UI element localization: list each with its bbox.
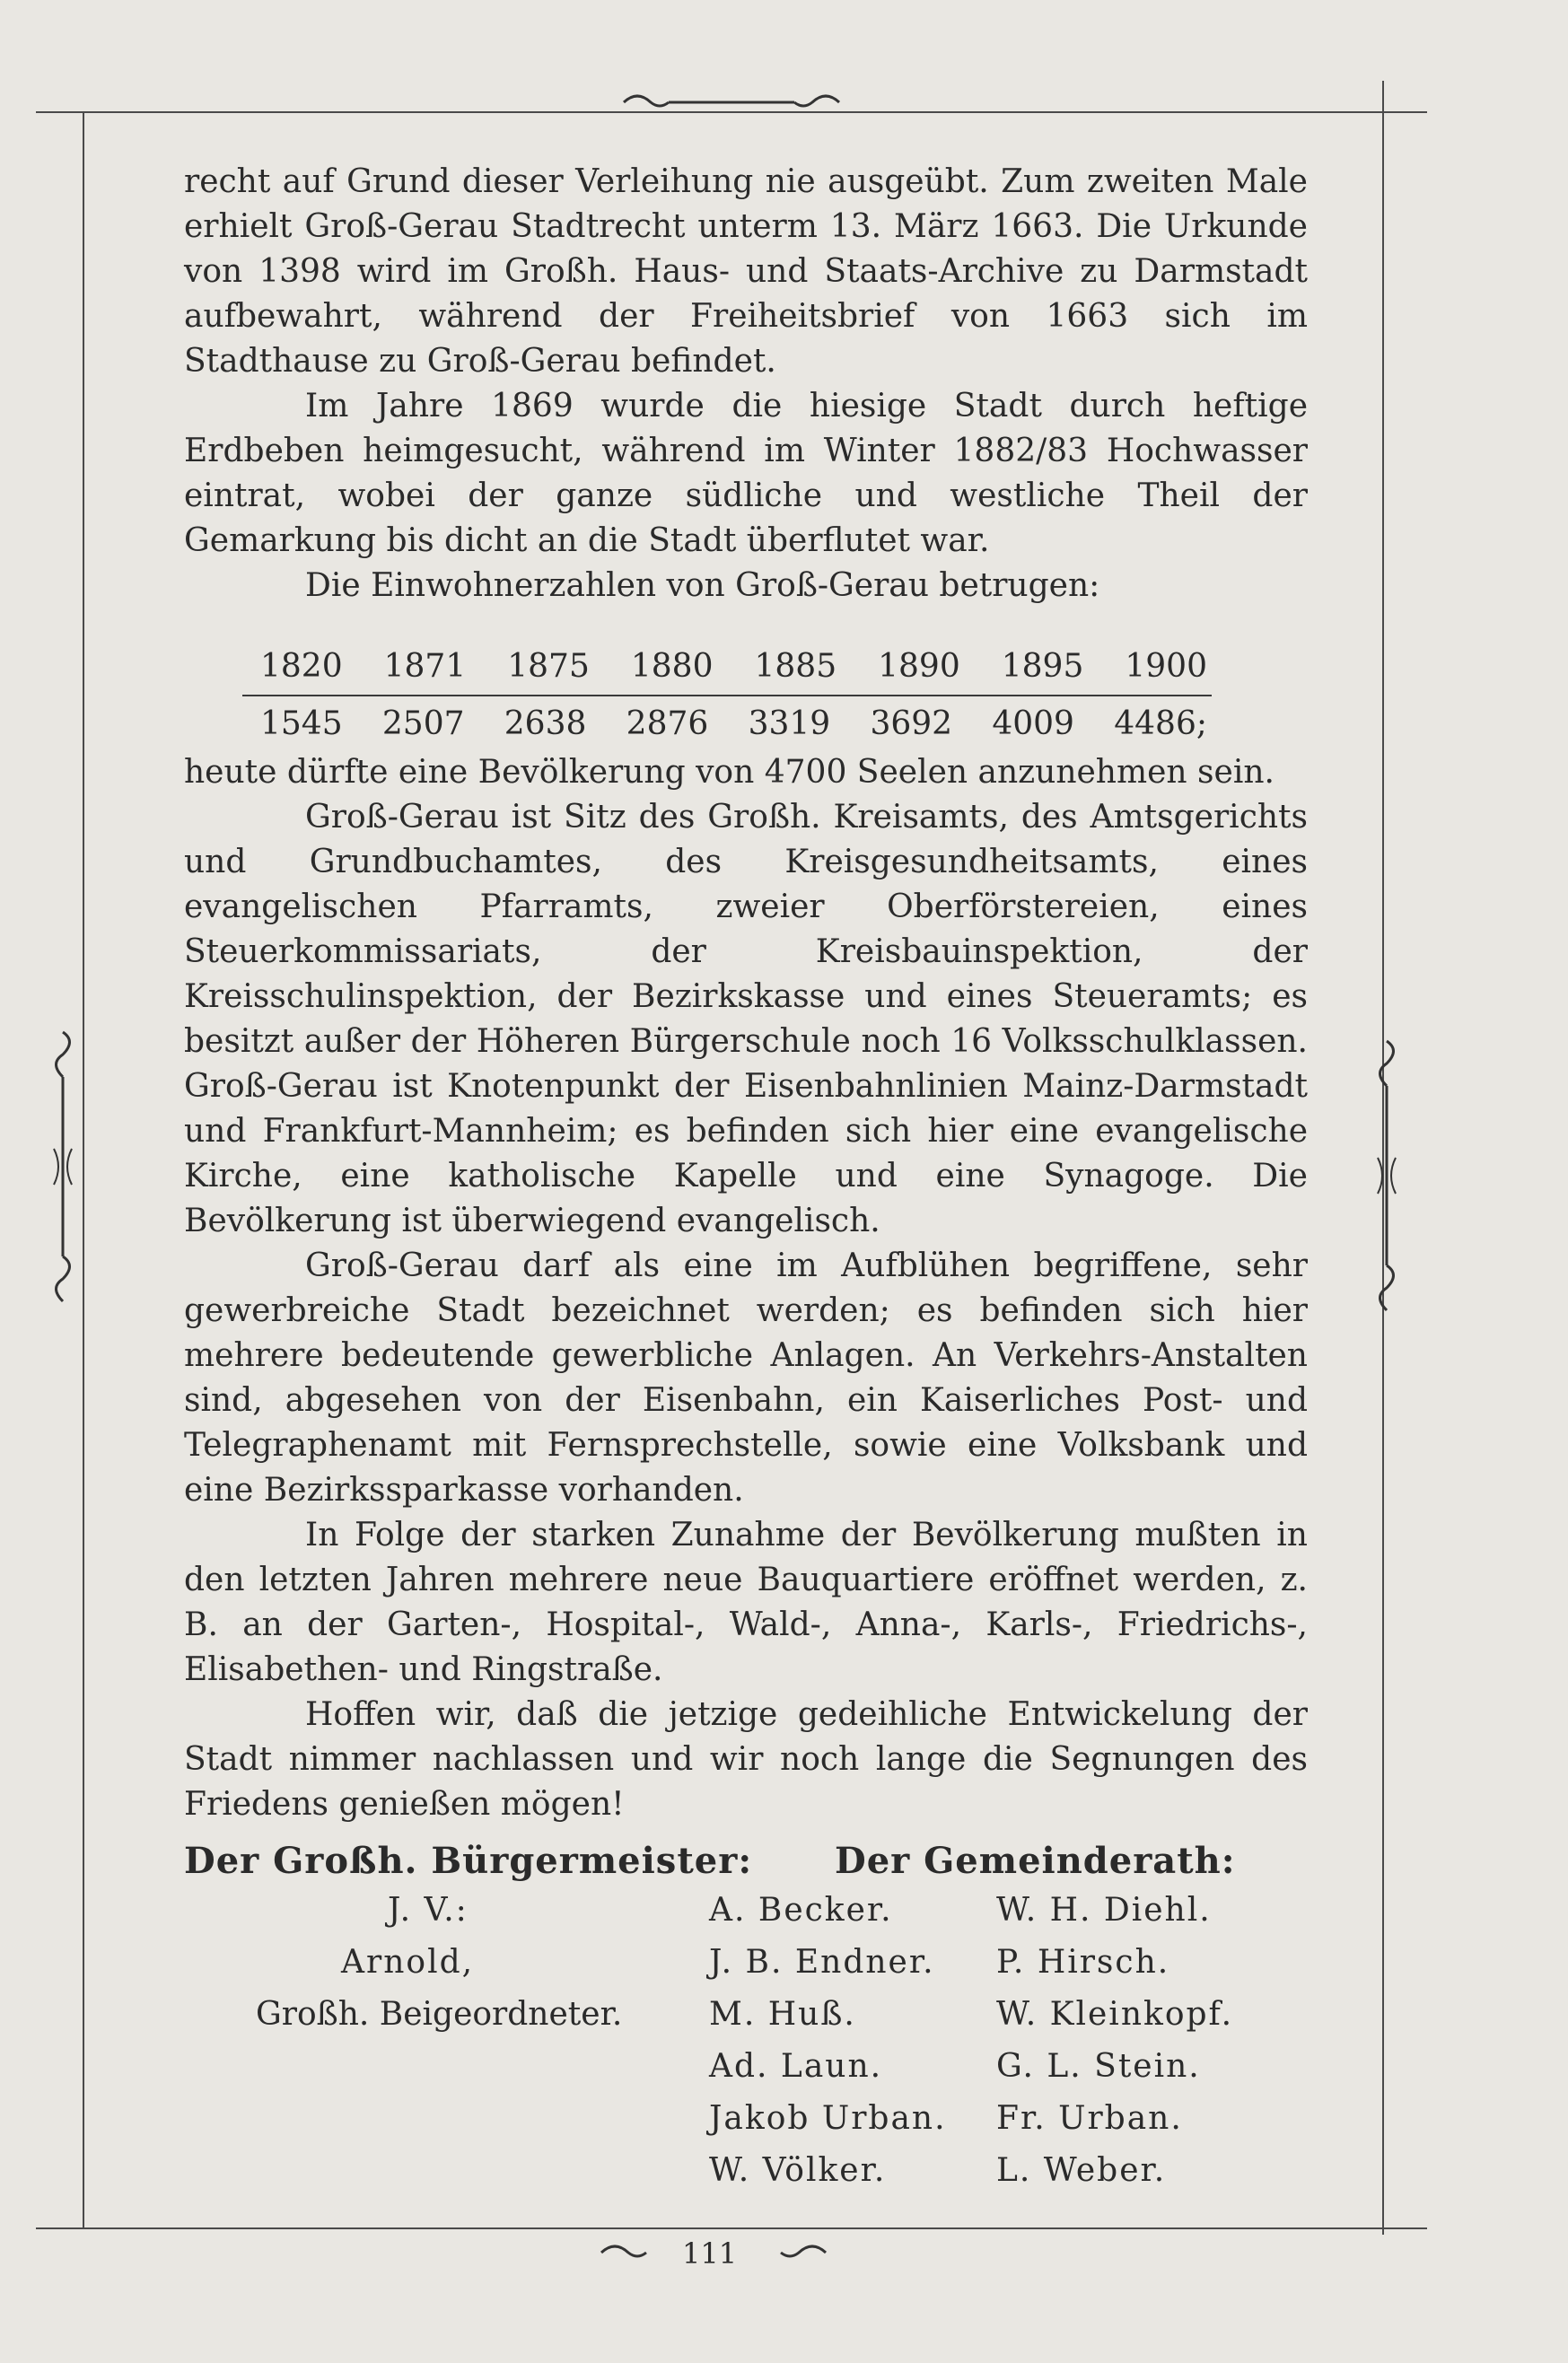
council-member: W. H. Diehl. bbox=[996, 1892, 1212, 1929]
value-cell: 3692 bbox=[870, 705, 953, 742]
year-cell: 1875 bbox=[507, 648, 590, 685]
left-side-ornament-icon bbox=[45, 1023, 81, 1310]
paragraph: Die Einwohnerzahlen von Groß-Gerau betrugen: bbox=[305, 567, 1100, 604]
value-cell: 2876 bbox=[626, 705, 709, 742]
year-cell: 1895 bbox=[1001, 648, 1084, 685]
council-member: L. Weber. bbox=[996, 2152, 1167, 2189]
value-cell: 2507 bbox=[381, 705, 465, 742]
council-member: G. L. Stein. bbox=[996, 2048, 1201, 2085]
table-divider bbox=[242, 695, 1212, 696]
paragraph: Groß-Gerau darf als eine im Aufblühen begriffene, sehr gewerbreiche Stadt bezeichnet werden; es befinden sich hier mehrere bedeutende gewerbliche Anlagen. An Verkehrs-Anstalten sind, abgesehen von der Eisenbahn, ein Kaiserliches Post- und Telegraphenamt mit Fernsprechstelle, sowie eine Volksbank und eine Bezirkssparkasse vorhanden. bbox=[184, 1247, 1308, 1509]
year-cell: 1900 bbox=[1125, 648, 1207, 685]
council-member: Ad. Laun. bbox=[709, 2048, 883, 2085]
year-cell: 1871 bbox=[383, 648, 467, 685]
paragraph: Im Jahre 1869 wurde die hiesige Stadt durch heftige Erdbeben heimgesucht, während im Winter 1882/83 Hochwasser eintrat, wobei der ganze südliche und westliche Theil der Gemarkung bis dicht an die Stadt überflutet war. bbox=[184, 388, 1308, 559]
paragraph: In Folge der starken Zunahme der Bevölkerung mußten in den letzten Jahren mehrere neue Bauquartiere eröffnet werden, z. B. an der Garten-, Hospital-, Wald-, Anna-, Karls-, Friedrichs-, Elisabethen- und Ringstraße. bbox=[184, 1517, 1308, 1688]
right-side-ornament-icon bbox=[1369, 1032, 1405, 1319]
page-number: 111 bbox=[682, 2236, 738, 2271]
council-member: W. Völker. bbox=[709, 2152, 887, 2189]
mayor-line: Großh. Beigeordneter. bbox=[256, 1996, 623, 2033]
top-ornament-icon bbox=[619, 86, 844, 113]
paragraph: heute dürfte eine Bevölkerung von 4700 Seelen anzunehmen sein. bbox=[184, 754, 1275, 791]
year-cell: 1820 bbox=[260, 648, 343, 685]
population-values-row bbox=[260, 705, 1207, 742]
council-member: M. Huß. bbox=[709, 1996, 856, 2033]
value-cell: 4486; bbox=[1114, 705, 1207, 742]
council-member: W. Kleinkopf. bbox=[996, 1996, 1234, 2033]
value-cell: 3319 bbox=[748, 705, 831, 742]
council-member: J. B. Endner. bbox=[709, 1944, 935, 1981]
population-years-row bbox=[260, 648, 1207, 685]
body-text-top bbox=[184, 160, 1308, 608]
year-cell: 1890 bbox=[878, 648, 960, 685]
value-cell: 1545 bbox=[260, 705, 343, 742]
bottom-rule bbox=[36, 2227, 1427, 2229]
paragraph: Groß-Gerau ist Sitz des Großh. Kreisamts, des Amtsgerichts und Grundbuchamtes, des Kreisgesundheitsamts, eines evangelischen Pfarramts, zweier Oberförstereien, eines Steuerkommissariats, der Kreisbauinspektion, der Kreisschulinspektion, der Bezirkskasse und eines Steueramts; es besitzt außer der Höheren Bürgerschule noch 16 Volksschulklassen. Groß-Gerau ist Knotenpunkt der Eisenbahnlinien Mainz-Darmstadt und Frankfurt-Mannheim; es befinden sich hier eine evangelische Kirche, eine katholische Kapelle und eine Synagoge. Die Bevölkerung ist überwiegend evangelisch. bbox=[184, 799, 1308, 1239]
council-member: P. Hirsch. bbox=[996, 1944, 1170, 1981]
value-cell: 2638 bbox=[504, 705, 587, 742]
year-cell: 1885 bbox=[754, 648, 837, 685]
council-heading: Der Gemeinderath: bbox=[835, 1840, 1236, 1882]
paragraph: recht auf Grund dieser Verleihung nie ausgeübt. Zum zweiten Male erhielt Groß-Gerau Stadtrecht unterm 13. März 1663. Die Urkunde von 1398 wird im Großh. Haus- und Staats-Archive zu Darmstadt aufbewahrt, während der Freiheitsbrief von 1663 sich im Stadthause zu Groß-Gerau befindet. bbox=[184, 163, 1308, 380]
council-member: A. Becker. bbox=[709, 1892, 893, 1929]
mayor-line: Arnold, bbox=[341, 1944, 475, 1981]
left-frame-line bbox=[83, 111, 84, 2227]
body-text-bottom bbox=[184, 750, 1308, 1827]
mayor-line: J. V.: bbox=[388, 1892, 469, 1929]
council-member: Fr. Urban. bbox=[996, 2100, 1183, 2137]
paragraph: Hoffen wir, daß die jetzige gedeihliche Entwickelung der Stadt nimmer nachlassen und wir noch lange die Segnungen des Friedens genießen mögen! bbox=[184, 1696, 1308, 1823]
mayor-heading: Der Großh. Bürgermeister: bbox=[184, 1840, 753, 1882]
year-cell: 1880 bbox=[630, 648, 714, 685]
council-member: Jakob Urban. bbox=[709, 2100, 947, 2137]
value-cell: 4009 bbox=[992, 705, 1074, 742]
